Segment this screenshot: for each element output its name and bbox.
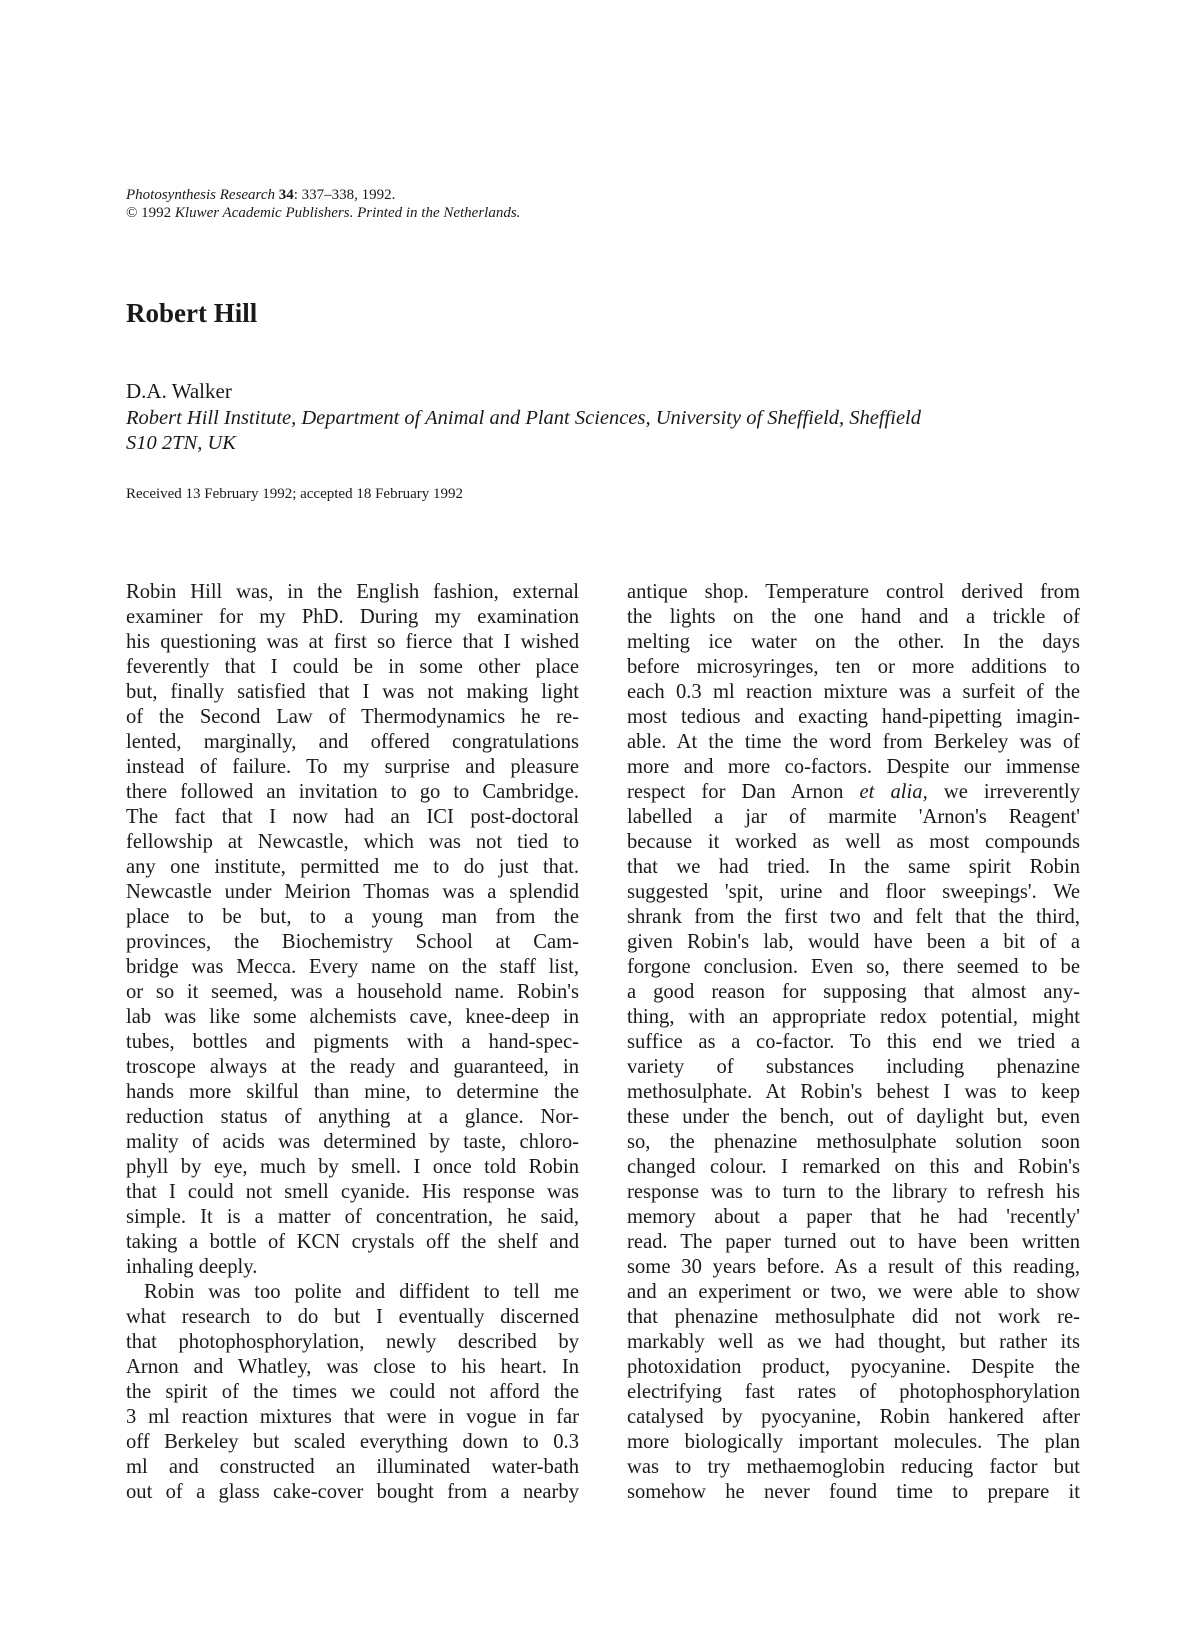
body-text-line: ml and constructed an illuminated water-bath <box>126 1456 579 1478</box>
journal-citation-line-1 <box>126 186 520 204</box>
body-text-line: labelled a jar of marmite 'Arnon's Reagent' <box>627 806 1080 828</box>
article-title: Robert Hill <box>126 298 258 328</box>
author-affiliation <box>126 406 1056 456</box>
body-text-line: or so it seemed, was a household name. Robin's <box>126 981 579 1003</box>
body-text-line: so, the phenazine methosulphate solution soon <box>627 1131 1080 1153</box>
body-text-line: memory about a paper that he had 'recently' <box>627 1206 1080 1228</box>
body-text-line: before microsyringes, ten or more additions to <box>627 656 1080 678</box>
body-text-line: examiner for my PhD. During my examination <box>126 606 579 628</box>
body-text-line: provinces, the Biochemistry School at Cam- <box>126 931 579 953</box>
body-text-line: troscope always at the ready and guaranteed, in <box>126 1056 579 1078</box>
body-text-line: variety of substances including phenazine <box>627 1056 1080 1078</box>
body-text-line: off Berkeley but scaled everything down to 0.3 <box>126 1431 579 1453</box>
body-text-line: his questioning was at first so fierce that I wished <box>126 631 579 653</box>
body-text-line: Newcastle under Meirion Thomas was a splendid <box>126 881 579 903</box>
body-text-line: each 0.3 ml reaction mixture was a surfeit of the <box>627 681 1080 703</box>
body-text-line: any one institute, permitted me to do just that. <box>126 856 579 878</box>
affiliation-line-1: Robert Hill Institute, Department of Animal and Plant Sciences, University of Sheffield, Sheffield <box>126 407 921 429</box>
author-name: D.A. Walker <box>126 379 232 403</box>
body-text-line: The fact that I now had an ICI post-doctoral <box>126 806 579 828</box>
body-text-line: suffice as a co-factor. To this end we tried a <box>627 1031 1080 1053</box>
body-text-line: instead of failure. To my surprise and pleasure <box>126 756 579 778</box>
body-text-line: was to try methaemoglobin reducing factor but <box>627 1456 1080 1478</box>
body-text-line: forgone conclusion. Even so, there seemed to be <box>627 956 1080 978</box>
body-text-line: that I could not smell cyanide. His response was <box>126 1181 579 1203</box>
body-text-line: there followed an invitation to go to Cambridge. <box>126 781 579 803</box>
body-text-line: Arnon and Whatley, was close to his heart. In <box>126 1356 579 1378</box>
copyright: © 1992 <box>126 205 172 221</box>
affiliation-line-2: S10 2TN, UK <box>126 432 236 454</box>
body-text-line: given Robin's lab, would have been a bit of a <box>627 931 1080 953</box>
body-text-line: markably well as we had thought, but rather its <box>627 1331 1080 1353</box>
journal-volume: 34 <box>278 187 294 203</box>
body-text-line: lented, marginally, and offered congratulations <box>126 731 579 753</box>
body-text-line: catalysed by pyocyanine, Robin hankered after <box>627 1406 1080 1428</box>
body-text-line: most tedious and exacting hand-pipetting imagin- <box>627 706 1080 728</box>
body-text-line: more biologically important molecules. The plan <box>627 1431 1080 1453</box>
journal-citation-line-2 <box>126 204 520 222</box>
body-text-line: reduction status of anything at a glance. Nor- <box>126 1106 579 1128</box>
received-dates: Received 13 February 1992; accepted 18 February 1992 <box>126 486 463 502</box>
body-text-line: that we had tried. In the same spirit Robin <box>627 856 1080 878</box>
body-text-line: that phenazine methosulphate did not work re- <box>627 1306 1080 1328</box>
body-text-line: because it worked as well as most compounds <box>627 831 1080 853</box>
body-text-line: that photophosphorylation, newly described by <box>126 1331 579 1353</box>
publisher: Kluwer Academic Publishers. Printed in the Netherlands. <box>174 205 521 221</box>
body-text-line: bridge was Mecca. Every name on the staff list, <box>126 956 579 978</box>
body-text-line: Robin was too polite and diffident to tell me <box>144 1281 579 1303</box>
body-text-line: somehow he never found time to prepare it <box>627 1481 1080 1503</box>
body-text-line: melting ice water on the other. In the days <box>627 631 1080 653</box>
body-text-line: photoxidation product, pyocyanine. Despite the <box>627 1356 1080 1378</box>
body-text-line: taking a bottle of KCN crystals off the shelf and <box>126 1231 579 1253</box>
journal-citation <box>126 186 520 222</box>
journal-pages-year: : 337–338, 1992. <box>293 187 396 203</box>
body-text-line: 3 ml reaction mixtures that were in vogue in far <box>126 1406 579 1428</box>
body-text-line: simple. It is a matter of concentration, he said, <box>126 1206 579 1228</box>
body-text-line: changed colour. I remarked on this and Robin's <box>627 1156 1080 1178</box>
body-text-line: feverently that I could be in some other place <box>126 656 579 678</box>
body-text-line: tubes, bottles and pigments with a hand-spec- <box>126 1031 579 1053</box>
body-text-line: but, finally satisfied that I was not making light <box>126 681 579 703</box>
body-text-line: some 30 years before. As a result of this reading, <box>627 1256 1080 1278</box>
body-text-line: of the Second Law of Thermodynamics he re- <box>126 706 579 728</box>
body-text-line: the spirit of the times we could not afford the <box>126 1381 579 1403</box>
body-column-left <box>126 580 579 1505</box>
body-text-line: respect for Dan Arnon et alia, we irreverently <box>627 781 1080 803</box>
body-text-line: fellowship at Newcastle, which was not tied to <box>126 831 579 853</box>
body-text-line: what research to do but I eventually discerned <box>126 1306 579 1328</box>
body-text-line: lab was like some alchemists cave, knee-deep in <box>126 1006 579 1028</box>
body-text-line: read. The paper turned out to have been written <box>627 1231 1080 1253</box>
body-text-line: thing, with an appropriate redox potential, might <box>627 1006 1080 1028</box>
body-text-line: inhaling deeply. <box>126 1256 258 1278</box>
body-text-line: shrank from the first two and felt that the third, <box>627 906 1080 928</box>
body-text-line: electrifying fast rates of photophosphorylation <box>627 1381 1080 1403</box>
body-text-line: hands more skilful than mine, to determine the <box>126 1081 579 1103</box>
body-text-line: a good reason for supposing that almost any- <box>627 981 1080 1003</box>
body-text-line: methosulphate. At Robin's behest I was to keep <box>627 1081 1080 1103</box>
body-text-line: response was to turn to the library to refresh his <box>627 1181 1080 1203</box>
body-text-line: phyll by eye, much by smell. I once told Robin <box>126 1156 579 1178</box>
body-text-line: the lights on the one hand and a trickle of <box>627 606 1080 628</box>
body-text-line: Robin Hill was, in the English fashion, external <box>126 581 579 603</box>
body-text-line: able. At the time the word from Berkeley was of <box>627 731 1080 753</box>
body-text-line: more and more co-factors. Despite our immense <box>627 756 1080 778</box>
body-text-line: and an experiment or two, we were able to show <box>627 1281 1080 1303</box>
body-text-line: mality of acids was determined by taste, chloro- <box>126 1131 579 1153</box>
body-text-line: antique shop. Temperature control derived from <box>627 581 1080 603</box>
body-text-line: suggested 'spit, urine and floor sweepings'. We <box>627 881 1080 903</box>
body-text-line: place to be but, to a young man from the <box>126 906 579 928</box>
body-column-right <box>627 580 1080 1505</box>
emphasis: et alia <box>859 781 923 803</box>
journal-name: Photosynthesis Research <box>126 187 275 203</box>
body-text-line: these under the bench, out of daylight but, even <box>627 1106 1080 1128</box>
body-text-line: out of a glass cake-cover bought from a nearby <box>126 1481 579 1503</box>
